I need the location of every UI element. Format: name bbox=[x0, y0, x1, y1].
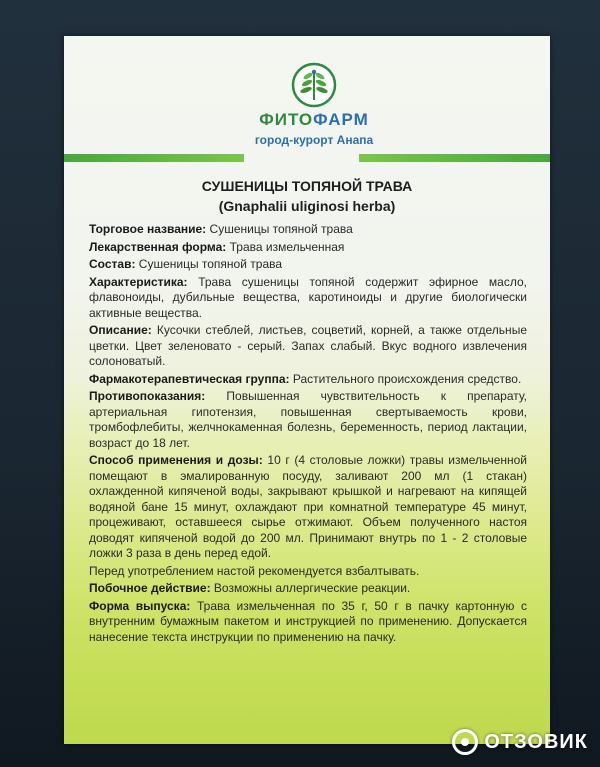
otzovik-watermark bbox=[452, 729, 588, 755]
section-label: Способ применения и дозы: bbox=[89, 453, 263, 467]
leaf-plant-icon bbox=[291, 62, 337, 108]
product-title bbox=[104, 176, 510, 216]
section-label: Характеристика: bbox=[89, 274, 188, 289]
section-label: Противопоказания: bbox=[89, 389, 206, 403]
section-trade-name bbox=[89, 222, 527, 238]
section-pharmacotherapeutic-group bbox=[89, 372, 527, 388]
section-release-form bbox=[89, 599, 527, 646]
brand-name-part1: ФИТО bbox=[259, 110, 314, 129]
green-stripe-left bbox=[64, 154, 244, 162]
instruction-text bbox=[89, 222, 527, 647]
section-text: Трава сушеницы топяной содержит эфирное масло, флавоноиды, дубильные вещества, каротиноиды и другие биологически активные вещества. bbox=[89, 274, 527, 320]
section-dosage bbox=[89, 453, 527, 562]
section-label: Описание: bbox=[89, 323, 152, 337]
section-label: Состав: bbox=[89, 257, 136, 271]
section-text: Повышенная чувствительность к препарату, артериальная гипотензия, повышенная свертываемость крови, тромбофлебиты, желчнокаменная болезнь, беременность, период лактации, возраст до 18 лет. bbox=[89, 389, 527, 450]
section-label: Побочное действие: bbox=[89, 581, 211, 595]
watermark-text: ОТЗОВИК bbox=[484, 730, 588, 753]
section-label: Торговое название: bbox=[89, 222, 207, 236]
section-description bbox=[89, 323, 527, 370]
section-text: Перед употреблением настой рекомендуется взбалтывать. bbox=[89, 563, 420, 578]
section-composition bbox=[89, 257, 527, 273]
product-title-name: СУШЕНИЦЫ ТОПЯНОЙ ТРАВА bbox=[201, 178, 413, 194]
section-label: Форма выпуска: bbox=[89, 598, 191, 613]
section-dosage-form bbox=[89, 240, 527, 256]
section-text: Растительного происхождения средство. bbox=[289, 371, 522, 386]
section-label: Лекарственная форма: bbox=[89, 239, 227, 254]
section-text: Трава измельченная bbox=[226, 239, 345, 254]
section-shake-note bbox=[89, 564, 527, 580]
section-side-effects bbox=[89, 581, 527, 597]
product-title-latin: (Gnaphalii uliginosi herba) bbox=[218, 198, 396, 214]
section-contraindications bbox=[89, 389, 527, 451]
section-characteristics bbox=[89, 275, 527, 322]
medicine-box bbox=[64, 36, 550, 744]
section-text: Сушеницы топяной трава bbox=[206, 222, 353, 236]
brand-name bbox=[234, 110, 394, 130]
brand-city: город-курорт Анапа bbox=[254, 133, 374, 147]
section-text: Сушеницы топяной трава bbox=[135, 257, 283, 271]
section-text: Возможны аллергические реакции. bbox=[210, 581, 411, 595]
brand-logo bbox=[234, 62, 394, 148]
section-text: Трава измельченная по 35 г, 50 г в пачку картонную с внутренним бумажным пакетом и инструкцией по применению. Допускается нанесение текста инструкции по применению на пачку. bbox=[89, 598, 528, 644]
green-stripe-right bbox=[359, 154, 550, 162]
otzovik-logo-icon bbox=[452, 729, 478, 755]
section-text: 10 г (4 столовые ложки) травы измельченной помещают в эмалированную посуду, заливают 200 мл (1 стакан) охлажденной кипяченой воды, закрывают крышкой и нагревают на кипящей водяной бане 15 минут, охлаждают при комнатной температуре 45 минут, процеживают, оставшееся сырье отжимают. Объем полученного настоя доводят кипяченой водой до 200 мл. Принимают внутрь по 1 - 2 столовые ложки 3 раза в день перед едой. bbox=[89, 453, 527, 560]
brand-name-part2: ФАРМ bbox=[313, 110, 369, 129]
section-label: Фармакотерапевтическая группа: bbox=[89, 371, 290, 386]
section-text: Кусочки стеблей, листьев, соцветий, корней, а также отдельные цветки. Цвет зеленовато - серый. Запах слабый. Вкус водного извлечения солоноватый. bbox=[89, 323, 527, 368]
